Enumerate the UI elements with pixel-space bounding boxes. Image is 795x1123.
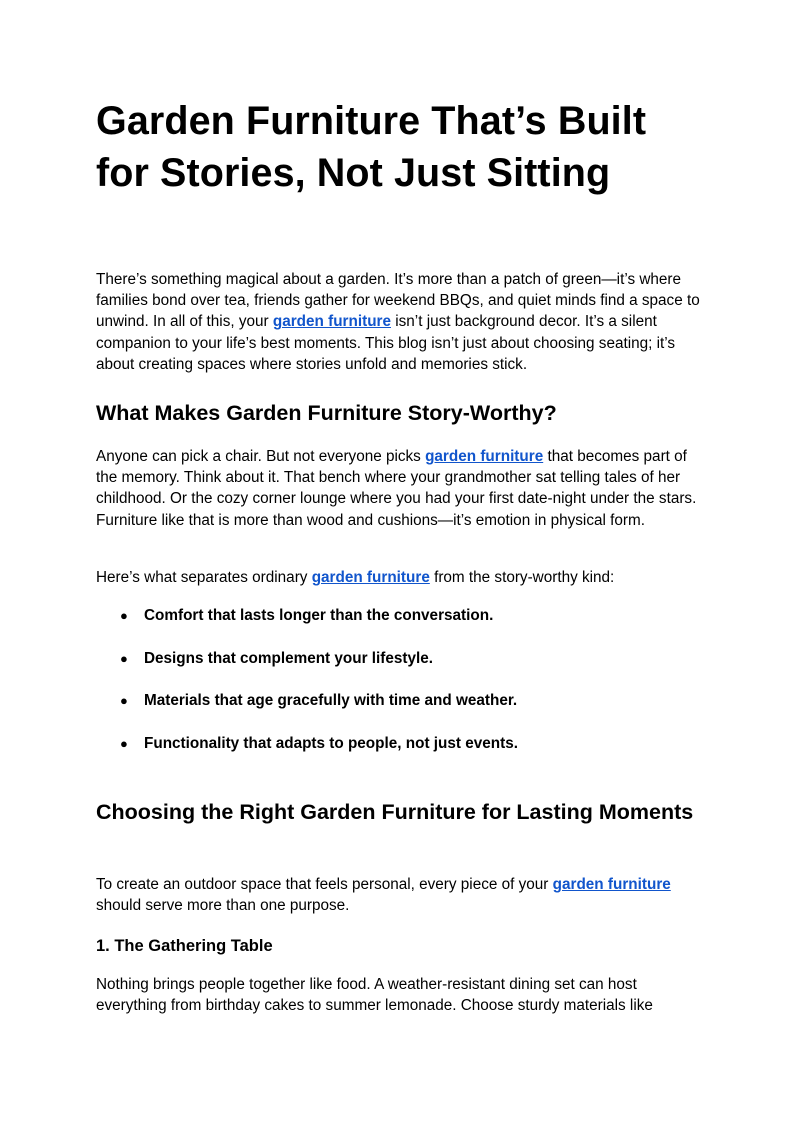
garden-furniture-link[interactable]: garden furniture bbox=[311, 569, 430, 586]
bullet-icon: ● bbox=[120, 650, 128, 666]
list-item bbox=[96, 605, 706, 648]
intro-text-after: isn’t just background decor. It’s a silent companion to your life’s best moments. This blog isn’t just about choosing seating; it’s about creating spaces where stories unfold and memories stick. bbox=[96, 313, 676, 373]
story-worthy-paragraph bbox=[96, 446, 706, 531]
paragraph-text-after: that becomes part of the memory. Think about it. That bench where your grandmother sat telling tales of her childhood. Or the cozy corner lounge where you had your first date-night under the stars. Furniture like that is more than wood and cushions—it’s emotion in physical form. bbox=[96, 448, 697, 529]
list-item-text: Comfort that lasts longer than the conversation. bbox=[144, 607, 494, 624]
paragraph-text-before: To create an outdoor space that feels personal, every piece of your bbox=[96, 876, 553, 893]
garden-furniture-link[interactable]: garden furniture bbox=[272, 313, 391, 331]
bullet-icon: ● bbox=[120, 693, 128, 708]
list-item bbox=[96, 648, 706, 691]
choosing-paragraph bbox=[96, 874, 706, 916]
story-worthy-list bbox=[96, 605, 706, 775]
bullet-icon: ● bbox=[120, 608, 128, 623]
list-item bbox=[96, 733, 706, 776]
paragraph-text-before: Here’s what separates ordinary bbox=[96, 569, 312, 586]
garden-furniture-link[interactable]: garden furniture bbox=[552, 876, 671, 893]
intro-text-before: There’s something magical about a garden. It’s more than a patch of green—it’s where families bond over tea, friends gather for weekend BBQs, and quiet minds find a space to unwind. In all of this, your bbox=[96, 271, 700, 331]
intro-paragraph bbox=[96, 269, 706, 375]
list-item-text: Functionality that adapts to people, not just events. bbox=[144, 734, 518, 752]
gathering-table-paragraph: Nothing brings people together like food. A weather-resistant dining set can host everything from birthday cakes to summer lemonade. Choose sturdy materials like bbox=[96, 976, 653, 1015]
list-item-text: Designs that complement your lifestyle. bbox=[144, 649, 434, 667]
paragraph-text-after: from the story-worthy kind: bbox=[429, 569, 615, 586]
list-item bbox=[96, 690, 706, 733]
garden-furniture-link[interactable]: garden furniture bbox=[425, 448, 544, 465]
page-title: Garden Furniture That’s Built for Stories, Not Just Sitting bbox=[96, 99, 647, 195]
section-heading-story-worthy: What Makes Garden Furniture Story-Worthy? bbox=[96, 401, 557, 425]
paragraph-text-after: should serve more than one purpose. bbox=[96, 897, 350, 915]
separates-paragraph bbox=[96, 567, 706, 588]
subheading-gathering-table: 1. The Gathering Table bbox=[96, 937, 273, 955]
section-heading-choosing: Choosing the Right Garden Furniture for Lasting Moments bbox=[96, 800, 694, 824]
list-item-text: Materials that age gracefully with time and weather. bbox=[144, 692, 518, 709]
bullet-icon: ● bbox=[120, 735, 128, 751]
paragraph-text-before: Anyone can pick a chair. But not everyone picks bbox=[96, 448, 426, 465]
